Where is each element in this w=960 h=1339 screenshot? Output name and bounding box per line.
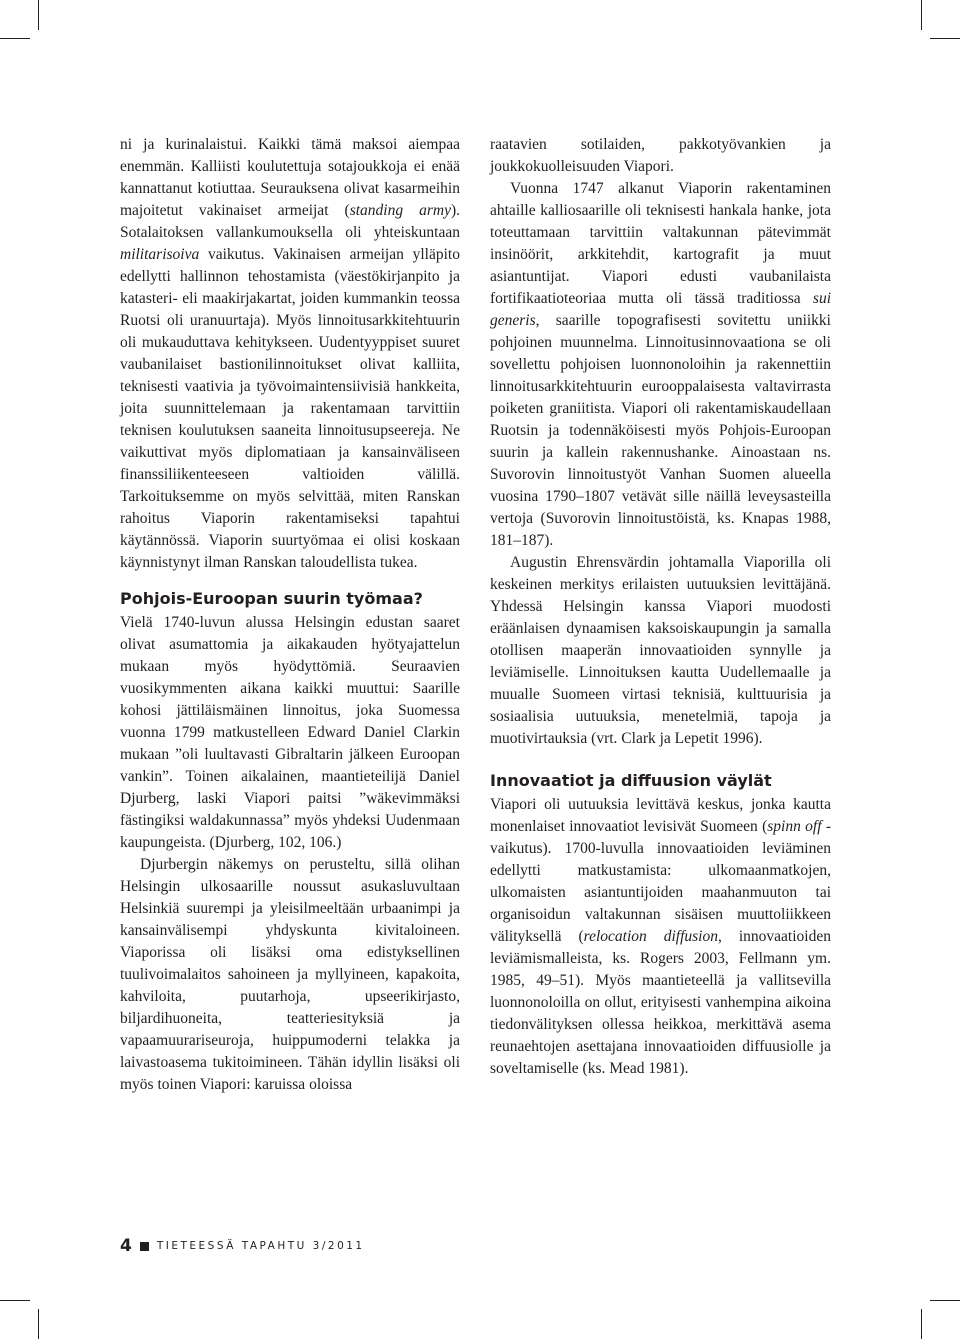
right-paragraph-3: Augustin Ehrensvärdin johtamalla Viaporilla oli keskeinen merkitys erilaisten uutuuksien levittäjänä. Yhdessä Helsingin kanssa Viapori muodosti eräänlaisen dynaamisen kaksoiskaupungin ja samalla otollisen maaperän innovaatioiden synnylle ja leviämiselle. Linnoituksen kautta Uudellemaalle ja muualle Suomeen virtasi teknisiä, kulttuurisia ja sosiaalisia uutuuksia, menetelmiä, tapoja ja muotivirtauksia (vrt. Clark ja Lepetit 1996). — [490, 554, 831, 747]
italic-term: relocation diffusion — [583, 928, 718, 945]
text-run: -vaikutus). 1700-luvulla innovaatioiden leviäminen edellytti matkustamista: ulkomaanmatkojen, ulkomaisten asiantuntijoiden maahanmuuton tai organisoidun valtakunnan sisäisen muuttoliikkeen välityksellä ( — [490, 818, 831, 945]
italic-term: militarisoiva — [120, 246, 200, 263]
page-number: 4 — [120, 1236, 132, 1256]
italic-term: spinn off — [767, 818, 822, 835]
crop-mark-top-right-vertical — [921, 0, 922, 30]
crop-mark-top-left-vertical — [38, 0, 39, 30]
crop-mark-bottom-left-vertical — [38, 1309, 39, 1339]
text-run: Viapori oli uutuuksia levittävä keskus, jonka kautta monenlaiset innovaatiot levisivät Suomeen ( — [490, 796, 831, 835]
text-run: , innovaatioiden leviämismalleista, ks. Rogers 2003, Fellmann ym. 1985, 49–51). Myös maantieteellä ja vallitsevilla luonnonoloilla on ollut, erityisesti vanhempina aikoina tiedonvälityksen ollessa heikkoa, merkittävä asema reunaehtojen asettajana innovaatioiden diffuusiolle ja soveltamiselle (ks. Mead 1981). — [490, 928, 831, 1077]
page-footer — [120, 1236, 365, 1256]
right-paragraph-2 — [490, 178, 831, 552]
text-run: , saarille topografisesti sovitettu uniikki pohjoinen muunnelma. Linnoitusinnovaationa se oli sovellettu pohjoisen luonnonoloihin ja rakennettiin linnoitusarkkitehtuurin eurooppalaisesta valtavirrasta poiketen graniitista. Viapori oli rakentamiskaudellaan Ruotsin ja todennäköisesti myös Pohjois-Euroopan suurin ja kallein rakennushanke. Ainoastaan ns. Suvorovin linnoitustyöt Vanhan Suomen alueella vuosina 1790–1807 vetävät sille näillä leveysasteilla vertoja (Suvorovin linnoitustöistä, ks. Knapas 1988, 181–187). — [490, 312, 831, 549]
text-run: ni ja kurinalaistui. Kaikki tämä maksoi aiempaa enemmän. Kalliisti koulutettuja sotajoukkoja ei enää kannattanut kotiuttaa. Seurauksena olivat kasarmeihin majoitetut vakinaiset armeijat ( — [120, 136, 460, 219]
italic-term: standing army — [349, 202, 451, 219]
right-paragraph-1: raatavien sotilaiden, pakkotyövankien ja joukkokuolleisuuden Viapori. — [490, 136, 831, 175]
section-heading-pohjois-euroopan: Pohjois-Euroopan suurin työmaa? — [120, 589, 423, 608]
right-paragraph-4 — [490, 794, 831, 1080]
crop-mark-bottom-left-horizontal — [0, 1300, 30, 1301]
italic-term: sui generis — [490, 290, 831, 329]
left-paragraph-3: Djurbergin näkemys on perusteltu, sillä olihan Helsingin ulkosaarille noussut asukasluvultaan Helsinkiä suurempi ja yleisilmeeltään urbaanimpi ja kansainvälisempi yhdyskunta kivitaloineen. Viaporissa oli lisäksi oma edistyksellinen tuulivoimalaitos sahoineen ja myllyineen, kapakoita, kahviloita, puutarhoja, upseerikirjasto, biljardihuoneita, teatteriesityksiä ja vapaamuurariseuroja, huippumoderni telakka ja laivastoasema tukitoimineen. Tähän idyllin lisäksi oli myös toinen Viapori: karuissa oloissa — [120, 856, 460, 1093]
left-paragraph-1 — [120, 134, 460, 574]
crop-mark-top-right-horizontal — [930, 38, 960, 39]
square-separator-icon — [140, 1242, 149, 1251]
left-column — [120, 134, 460, 1096]
crop-mark-bottom-right-horizontal — [930, 1300, 960, 1301]
text-run: vaikutus. Vakinaisen armeijan ylläpito edellytti hallinnon tehostamista (väestökirjanpito ja katasteri- eli maakirjakartat, joiden kummankin teossa Ruotsi oli uranuurtaja). Myös linnoitusarkkitehtuurin oli mukauduttava kehitykseen. Uudentyyppiset suuret vaubanilaiset bastionilinnoitukset olivat kalliita, teknisesti vaativia ja työvoimaintensiivisiä hankkeita, joita suunnittelemaan ja rakentamaan tarvittiin teknisen koulutuksen saaneita linnoitusupseereja. Ne vaikuttivat myös diplomatiaan ja kansainväliseen finanssiliikenteeseen valtioiden välillä. Tarkoituksemme on myös selvittää, miten Ranskan rahoitus Viaporin rakentamiseksi tapahtui käytännössä. Viaporin suurtyömaa ei olisi koskaan käynnistynyt ilman Ranskan taloudellista tukea. — [120, 246, 460, 571]
journal-title: TIETEESSÄ TAPAHTU 3/2011 — [156, 1240, 365, 1252]
right-column — [490, 134, 831, 1080]
text-run: Vuonna 1747 alkanut Viaporin rakentaminen ahtaille kalliosaarille oli teknisesti hankala hanke, jota toteuttamaan tarvittiin valtakunnan pätevimmät insinöörit, arkkitehdit, kartografit ja muut asiantuntijat. Viapori edusti vaubanilaista fortifikaatioteoriaa mutta oli tässä traditiossa — [490, 180, 831, 307]
section-heading-innovaatiot: Innovaatiot ja diffuusion väylät — [490, 771, 772, 790]
left-paragraph-2: Vielä 1740-luvun alussa Helsingin edustan saaret olivat asumattomia ja aikakauden hyötyajattelun mukaan myös hyödyttömiä. Seuraavien vuosikymmenten aikana kaikki muuttui: Saarille kohosi jättiläismäinen linnoitus, joka Suomessa vuonna 1799 matkustelleen Edward Daniel Clarkin mukaan ”oli luultavasti Gibraltarin jälkeen Euroopan vankin”. Toinen aikalainen, maantieteilijä Daniel Djurberg, laski Viapori paitsi ”wäkevimmäksi fästingiksi waldakunnassa” myös yhdeksi Uudenmaan kaupungeista. (Djurberg, 102, 106.) — [120, 614, 460, 851]
crop-mark-top-left-horizontal — [0, 38, 30, 39]
crop-mark-bottom-right-vertical — [921, 1309, 922, 1339]
text-run: ). Sotalaitoksen vallankumouksella oli yhteiskuntaan — [120, 202, 460, 241]
